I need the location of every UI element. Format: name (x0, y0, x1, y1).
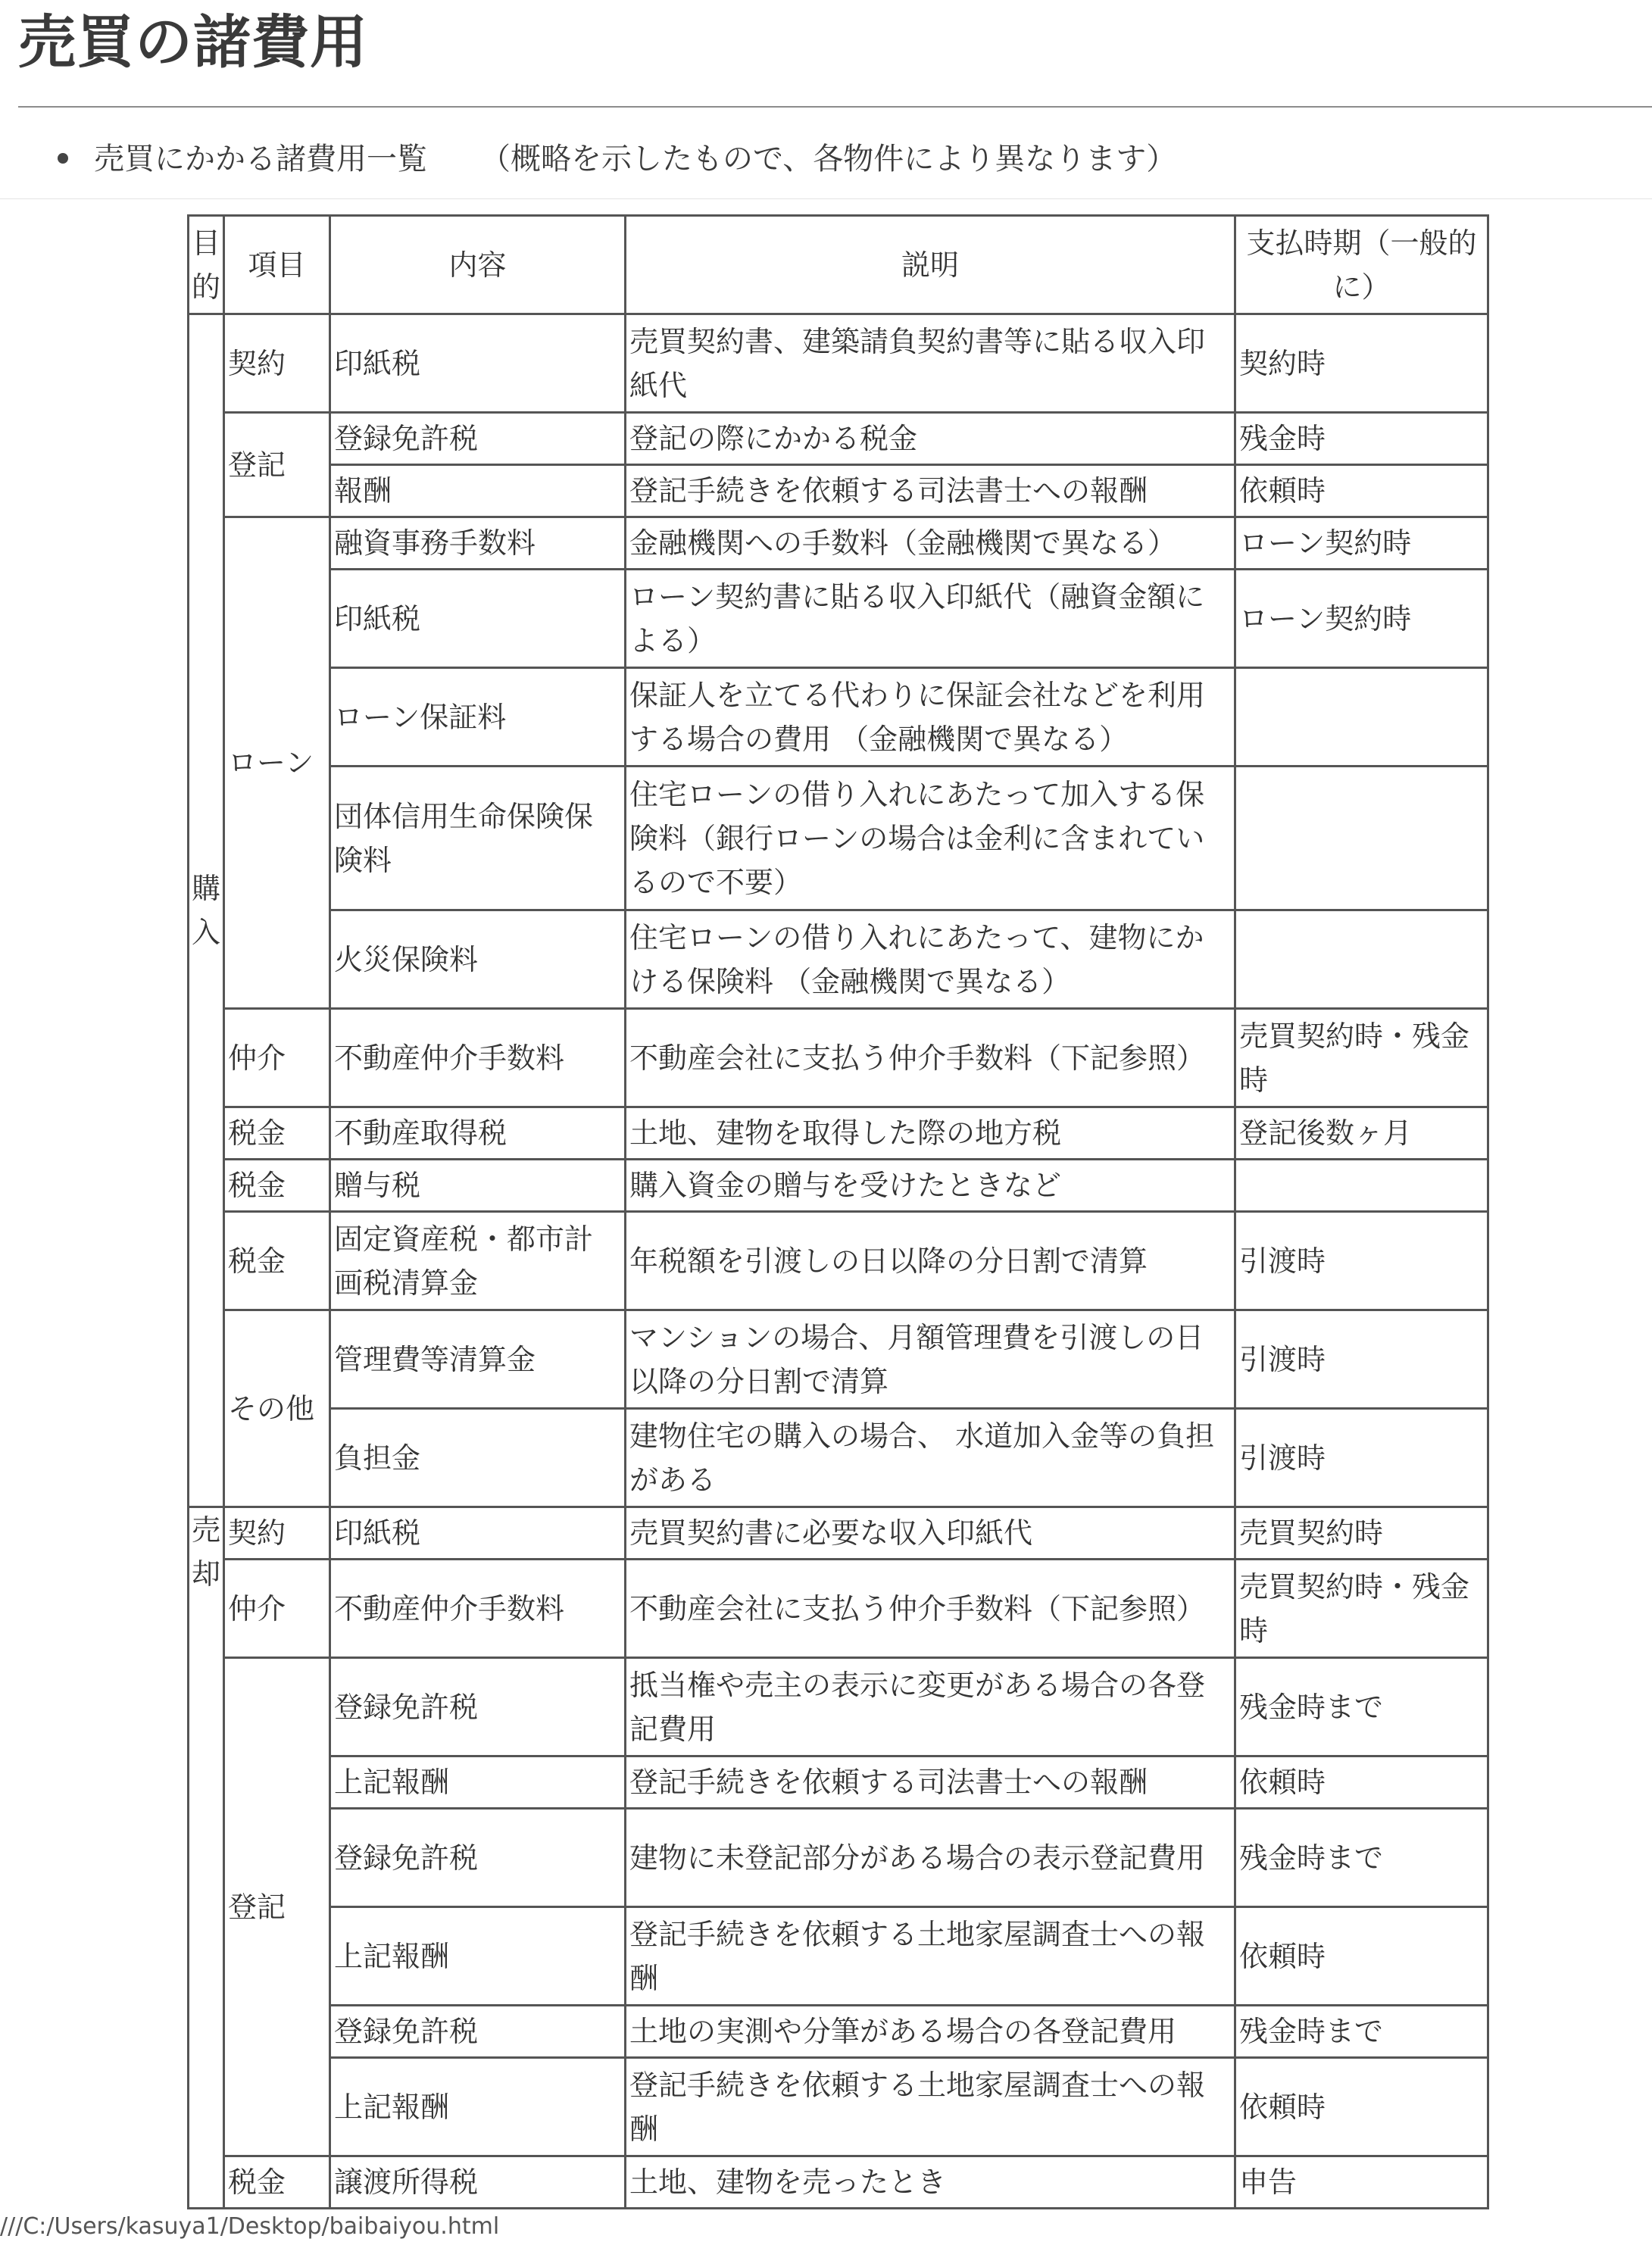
timing-cell (1235, 910, 1488, 1009)
description-cell: 登記手続きを依頼する土地家屋調査士への報酬 (626, 2058, 1235, 2156)
table-row (189, 1658, 1488, 1756)
table-row (189, 767, 1488, 910)
table-row (189, 413, 1488, 465)
table-row (189, 1507, 1488, 1560)
content-cell: 不動産仲介手数料 (330, 1009, 626, 1107)
description-cell: 登記の際にかかる税金 (626, 413, 1235, 465)
description-cell: 建物に未登記部分がある場合の表示登記費用 (626, 1809, 1235, 1907)
content-cell: 登録免許税 (330, 1658, 626, 1756)
timing-cell: ローン契約時 (1235, 570, 1488, 668)
content-cell: 上記報酬 (330, 2058, 626, 2156)
table-row (189, 314, 1488, 413)
timing-cell: 残金時まで (1235, 1809, 1488, 1907)
description-cell: 住宅ローンの借り入れにあたって加入する保険料（銀行ローンの場合は金利に含まれているので不要） (626, 767, 1235, 910)
content-cell: 登録免許税 (330, 413, 626, 465)
content-cell: 譲渡所得税 (330, 2156, 626, 2209)
table-row (189, 1809, 1488, 1907)
timing-cell: 残金時まで (1235, 1658, 1488, 1756)
bullet-icon (58, 153, 68, 164)
timing-cell: 契約時 (1235, 314, 1488, 413)
item-cell: 税金 (224, 2156, 330, 2209)
description-cell: 登記手続きを依頼する土地家屋調査士への報酬 (626, 1907, 1235, 2006)
page-title: 売買の諸費用 (18, 8, 368, 76)
description-cell: 建物住宅の購入の場合、 水道加入金等の負担がある (626, 1409, 1235, 1507)
timing-cell: 依頼時 (1235, 1907, 1488, 2006)
item-cell: 登記 (224, 1658, 330, 2156)
content-cell: 贈与税 (330, 1160, 626, 1212)
timing-cell: 売買契約時 (1235, 1507, 1488, 1560)
header-description: 説明 (626, 216, 1235, 314)
header-item: 項目 (224, 216, 330, 314)
table-row (189, 2006, 1488, 2058)
timing-cell: 引渡時 (1235, 1409, 1488, 1507)
description-cell: 登記手続きを依頼する司法書士への報酬 (626, 465, 1235, 517)
item-cell: 契約 (224, 314, 330, 413)
description-cell: 年税額を引渡しの日以降の分日割で清算 (626, 1212, 1235, 1310)
timing-cell (1235, 1160, 1488, 1212)
header-content: 内容 (330, 216, 626, 314)
description-cell: 登記手続きを依頼する司法書士への報酬 (626, 1756, 1235, 1809)
content-cell: 登録免許税 (330, 1809, 626, 1907)
timing-cell: 引渡時 (1235, 1212, 1488, 1310)
content-cell: 団体信用生命保険保険料 (330, 767, 626, 910)
table-row (189, 910, 1488, 1009)
content-cell: 上記報酬 (330, 1756, 626, 1809)
timing-cell: 引渡時 (1235, 1310, 1488, 1409)
table-row (189, 465, 1488, 517)
description-cell: 土地、建物を売ったとき (626, 2156, 1235, 2209)
item-cell: 登記 (224, 413, 330, 517)
table-row (189, 1756, 1488, 1809)
content-cell: 固定資産税・都市計画税清算金 (330, 1212, 626, 1310)
timing-cell: 申告 (1235, 2156, 1488, 2209)
content-cell: 印紙税 (330, 1507, 626, 1560)
table-row (189, 2156, 1488, 2209)
table-row (189, 668, 1488, 767)
item-cell: 仲介 (224, 1560, 330, 1658)
content-cell: 登録免許税 (330, 2006, 626, 2058)
item-cell: 税金 (224, 1212, 330, 1310)
table-row (189, 1107, 1488, 1160)
section-divider (0, 198, 1652, 199)
fee-table (187, 214, 1489, 2209)
timing-cell: ローン契約時 (1235, 517, 1488, 570)
content-cell: 管理費等清算金 (330, 1310, 626, 1409)
description-cell: 不動産会社に支払う仲介手数料（下記参照） (626, 1560, 1235, 1658)
content-cell: 印紙税 (330, 314, 626, 413)
timing-cell: 売買契約時・残金時 (1235, 1560, 1488, 1658)
table-row (189, 1160, 1488, 1212)
content-cell: 負担金 (330, 1409, 626, 1507)
purpose-purchase: 購入 (189, 314, 224, 1507)
item-cell: 契約 (224, 1507, 330, 1560)
description-cell: 不動産会社に支払う仲介手数料（下記参照） (626, 1009, 1235, 1107)
footer-url: ///C:/Users/kasuya1/Desktop/baibaiyou.html (0, 2213, 500, 2240)
description-cell: 購入資金の贈与を受けたときなど (626, 1160, 1235, 1212)
table-row (189, 517, 1488, 570)
table-row (189, 1009, 1488, 1107)
intro-line (58, 136, 1176, 182)
table-row (189, 1310, 1488, 1409)
description-cell: 売買契約書に必要な収入印紙代 (626, 1507, 1235, 1560)
content-cell: 火災保険料 (330, 910, 626, 1009)
description-cell: 住宅ローンの借り入れにあたって、建物にかける保険料 （金融機関で異なる） (626, 910, 1235, 1009)
content-cell: ローン保証料 (330, 668, 626, 767)
item-cell: ローン (224, 517, 330, 1009)
timing-cell: 依頼時 (1235, 1756, 1488, 1809)
table-row (189, 2058, 1488, 2156)
header-timing: 支払時期（一般的に） (1235, 216, 1488, 314)
timing-cell: 依頼時 (1235, 465, 1488, 517)
item-cell: 税金 (224, 1160, 330, 1212)
timing-cell: 売買契約時・残金時 (1235, 1009, 1488, 1107)
description-cell: 金融機関への手数料（金融機関で異なる） (626, 517, 1235, 570)
content-cell: 融資事務手数料 (330, 517, 626, 570)
content-cell: 報酬 (330, 465, 626, 517)
timing-cell: 残金時まで (1235, 2006, 1488, 2058)
title-divider (18, 106, 1652, 108)
item-cell: 税金 (224, 1107, 330, 1160)
content-cell: 印紙税 (330, 570, 626, 668)
content-cell: 不動産仲介手数料 (330, 1560, 626, 1658)
timing-cell: 登記後数ヶ月 (1235, 1107, 1488, 1160)
item-cell: その他 (224, 1310, 330, 1507)
content-cell: 上記報酬 (330, 1907, 626, 2006)
intro-note: （概略を示したもので、各物件により異なります） (480, 142, 1177, 176)
description-cell: マンションの場合、月額管理費を引渡しの日以降の分日割で清算 (626, 1310, 1235, 1409)
table-row (189, 1212, 1488, 1310)
table-header-row (189, 216, 1488, 314)
description-cell: 抵当権や売主の表示に変更がある場合の各登記費用 (626, 1658, 1235, 1756)
description-cell: ローン契約書に貼る収入印紙代（融資金額による） (626, 570, 1235, 668)
header-purpose: 目的 (189, 216, 224, 314)
table-row (189, 1560, 1488, 1658)
content-cell: 不動産取得税 (330, 1107, 626, 1160)
description-cell: 土地、建物を取得した際の地方税 (626, 1107, 1235, 1160)
description-cell: 土地の実測や分筆がある場合の各登記費用 (626, 2006, 1235, 2058)
description-cell: 売買契約書、建築請負契約書等に貼る収入印紙代 (626, 314, 1235, 413)
description-cell: 保証人を立てる代わりに保証会社などを利用する場合の費用 （金融機関で異なる） (626, 668, 1235, 767)
table-row (189, 1907, 1488, 2006)
timing-cell (1235, 767, 1488, 910)
item-cell: 仲介 (224, 1009, 330, 1107)
intro-label: 売買にかかる諸費用一覧 (94, 142, 427, 176)
timing-cell: 残金時 (1235, 413, 1488, 465)
table-row (189, 570, 1488, 668)
timing-cell: 依頼時 (1235, 2058, 1488, 2156)
table-row (189, 1409, 1488, 1507)
timing-cell (1235, 668, 1488, 767)
purpose-sale: 売却 (189, 1507, 224, 2209)
